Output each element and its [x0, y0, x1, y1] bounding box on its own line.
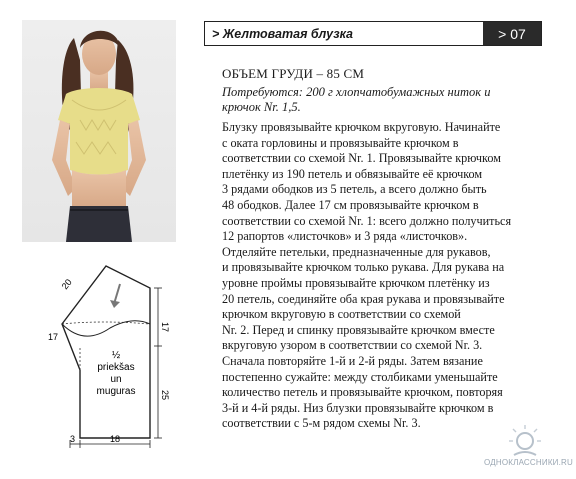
instruction-line: Блузку провязывайте крючком вкруговую. Начинайте	[222, 120, 501, 134]
instruction-line: вкруговую узором в соответствии со схемой Nr. 3.	[222, 338, 483, 353]
materials-line: крючок Nr. 1,5.	[222, 100, 301, 114]
instruction-line: крючком вкруговую в соответствии со схемой	[222, 307, 461, 322]
instruction-line: 12 рапортов «листочков» и 3 ряда «листочков».	[222, 229, 468, 244]
dim-left: 17	[48, 332, 59, 342]
dim-bottom-left: 3	[70, 434, 76, 444]
instruction-line: соответствии со схемой Nr. 1: всего должно получиться	[222, 213, 512, 228]
instruction-line: и провязывайте крючком только рукава. Для рукава на	[222, 260, 505, 275]
piece-label-line: priekšas	[97, 362, 135, 373]
watermark-text: ОДНОКЛАССНИКИ.RU	[484, 458, 574, 467]
header-title: > Желтоватая блузка	[212, 26, 354, 41]
instruction-line: количество петель и провязывайте крючком, повторяя	[222, 385, 503, 400]
dim-bottom-width: 18	[110, 434, 121, 444]
instruction-line: 48 ободков. Далее 17 см провязывайте крючком в	[222, 197, 479, 212]
piece-label-line: ½	[111, 350, 121, 361]
model-illustration	[22, 20, 176, 242]
dashed-line	[62, 322, 150, 324]
pattern-outline	[59, 266, 150, 438]
piece-label-line: muguras	[96, 386, 136, 397]
dim-top: 20	[59, 277, 74, 292]
dim-right: 17	[160, 322, 170, 333]
section-header	[204, 21, 542, 46]
materials-line: Потребуются: 200 г хлопчатобумажных ниток и	[222, 85, 491, 99]
instruction-line: Сначала повторяйте 1-й и 2-й ряды. Затем вязание	[222, 353, 483, 368]
instruction-line: постепенно сужайте: между столбиками уменьшайте	[222, 369, 498, 384]
instruction-line: с оката горловины и провязывайте крючком в	[222, 135, 459, 150]
instruction-line: 3-й и 4-й ряды. Низ блузки провязывайте крючком в	[222, 400, 494, 415]
bust-size: ОБЪЕМ ГРУДИ – 85 СМ	[222, 66, 365, 81]
instructions	[222, 120, 542, 432]
instruction-line: уровне проймы провязывайте крючком плетёнку из	[222, 275, 490, 290]
instruction-line: соответствии со схемой Nr. 1. Провязывайте крючком	[222, 151, 501, 166]
materials	[222, 85, 542, 115]
product-photo	[22, 20, 176, 242]
page-marker: > 07	[483, 22, 541, 45]
instruction-line: 3 рядами ободков из 5 петель, а всего должно быть	[222, 182, 487, 197]
dim-body: 25	[160, 390, 170, 401]
piece-label-line: un	[110, 374, 122, 385]
instruction-line: соответствии с 5-м рядом схемы Nr. 3.	[222, 416, 421, 431]
instruction-line: плетёнку из 190 петель и обвязывайте её крючком	[222, 166, 483, 181]
pattern-schematic	[40, 262, 202, 452]
instruction-line: Отделяйте петельки, предназначенные для рукавов,	[222, 244, 491, 259]
instruction-line: Nr. 2. Перед и спинку провязывайте крючком вместе	[222, 322, 495, 337]
instruction-line: 20 петель, соединяйте оба края рукава и провязывайте	[222, 291, 505, 306]
